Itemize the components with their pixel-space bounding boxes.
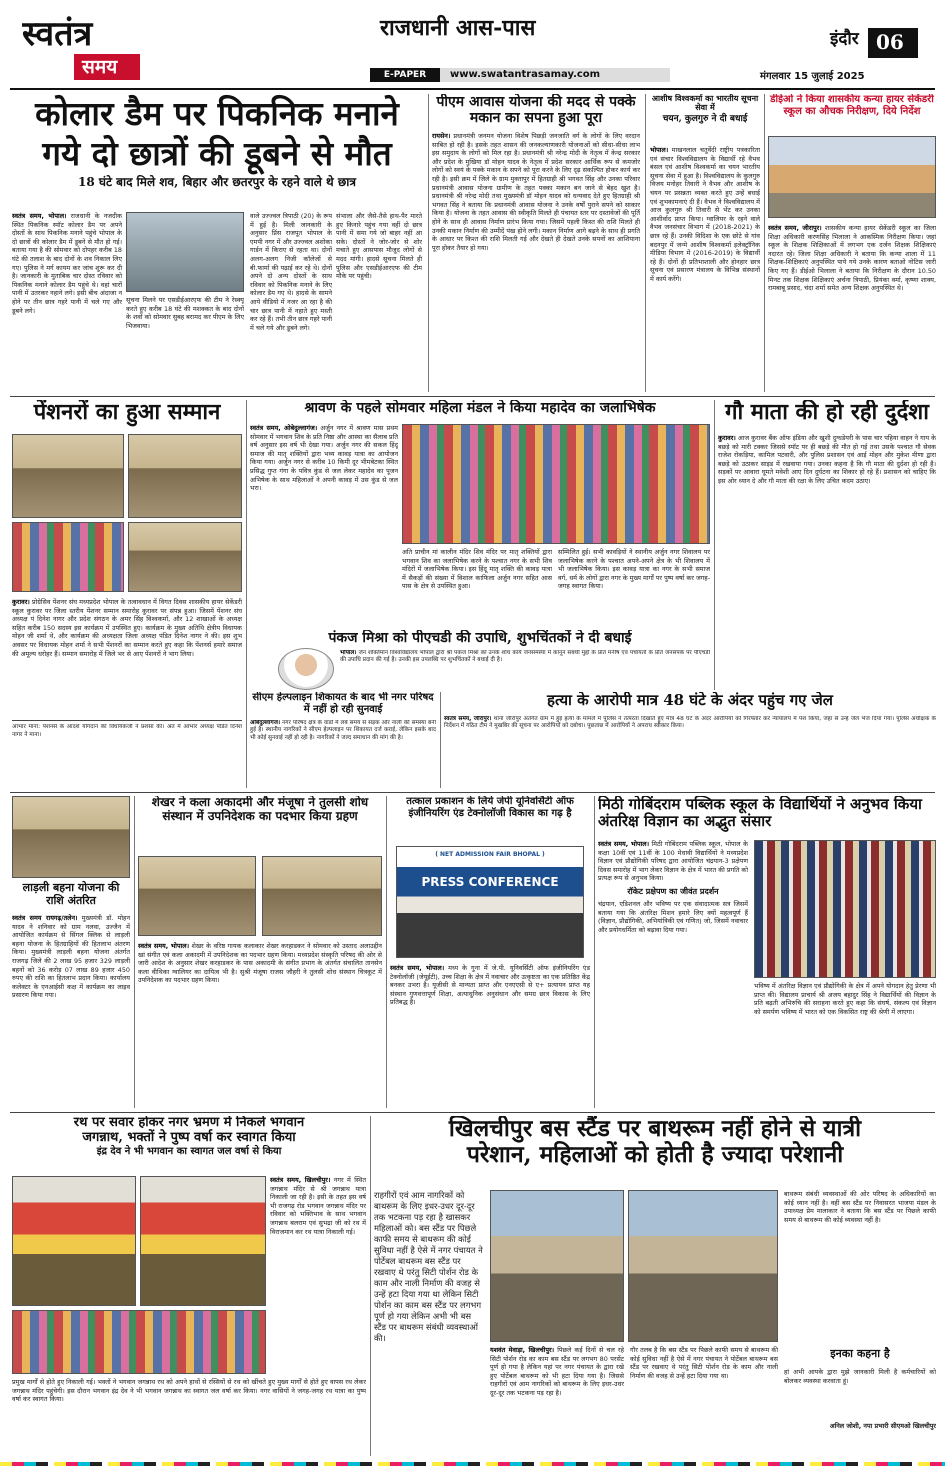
deo-headline: डीईओ ने किया शासकीय कन्या हायर सेकेंडरी स्कूल का औचक निरीक्षण, दिये निर्देश xyxy=(770,94,934,117)
kolar-byline: स्वतंत्र समय, भोपाल। xyxy=(12,212,67,220)
rath-body-bottom xyxy=(12,1378,366,1456)
kolar-dam-photo xyxy=(126,212,244,292)
phd-body xyxy=(340,650,710,690)
cm-helpline-byline: ओबेदुल्लागंज। xyxy=(250,720,281,726)
phd-text: जैन शक्तिमान विश्वविद्यालय भोपाल द्वारा श्री पंकज मिश्रा को उनके शोध कार्य जनसमस्या में कानून संबंधी मुद्दों के प्रति मनीष एवं पंचायतों के प्रति जनसंपर्क पर पीएचडी की उपाधि प्रदान की गई है। उनकी इस उपलब्धि पर शुभचिंतकों ने बधाई दी है। xyxy=(340,650,710,664)
kolar-body-col1 xyxy=(12,212,122,392)
shekhar-headline: शेखर ने कला अकादमी और मंजूषा ने तुलसी शोध संस्थान में उपनिदेशक का पदभार किया ग्रहण xyxy=(151,796,369,823)
article-cow xyxy=(718,400,936,690)
ashish-headline-2: चयन, कुलगुरु ने दी बधाई xyxy=(662,114,748,125)
city-name: इंदौर xyxy=(830,29,859,49)
juet-photo-top: ( NET ADMISSION FAIR BHOPAL ) xyxy=(435,851,545,858)
bus-text-c: बाथरूम संबंधी व्यवस्थाओं की ओर परिषद के अधिकारियों का कोई ध्यान नहीं है। वहीं बस स्टैंड पर निवासरत भाजपा मंडल के उपाध्यक्ष प्रेम मालाकार ने बताया कि बस स्टैंड पर पिछले काफी समय से बाथरूम की कोई व्यवस्था नहीं है। xyxy=(784,1190,936,1224)
logo-bottom-text: समय xyxy=(82,56,118,78)
article-shekhar xyxy=(138,796,382,1108)
shravan-text-b: अति प्राचीन मां कालीन मंदिर शिव मंदिर पर मातृ शक्तियों द्वारा भगवान शिव का जलाभिषेक करने के पश्चात नगर के सभी शिव मंदिरों में जलाभिषेक किया। इस हिंदू मातृ शक्ति की कावड़ यात्रा में सैकड़ों की संख्या में विशाल काफिला अर्जुन नगर सहित आस पास के क्षेत्र से उपस्थित हुआ। xyxy=(402,548,552,591)
ashish-body xyxy=(650,146,760,392)
rath-text: नगर में स्थित जगन्नाथ मंदिर से श्री जगन्नाथ यात्रा निकाली जा रही है। इसी के तहत इस वर्ष भी राजगढ़ रोड भगवान जगन्नाथ मंदिर पर रविवार को भक्तिभाव के साथ भगवान जगन्नाथ बलराम एवं सुभद्रा जी को रथ में विराजमान कर रथ यात्रा निकाली गई। xyxy=(270,1176,366,1236)
deo-body xyxy=(768,224,936,392)
inner-rule xyxy=(12,720,242,721)
kolar-headline-1: कोलार डैम पर पिकनिक मनाने xyxy=(35,94,399,133)
ladli-body xyxy=(12,914,130,1108)
pensioners-note-text: आभार माना: पेंशनर्स के आदर्श योगदान की विधायकजी ने प्रशंसा की। अंत में आभार अध्यक्ष पंडित दिनेश नागर ने माना। xyxy=(12,724,242,738)
rath-photo-3 xyxy=(12,1310,266,1374)
shravan-body-col1 xyxy=(250,424,398,628)
pensioners-photo-4 xyxy=(128,522,242,592)
page-number: 06 xyxy=(876,30,904,54)
rath-photo-1 xyxy=(12,1176,136,1306)
rath-body-col xyxy=(270,1176,366,1374)
article-ashish xyxy=(650,94,760,392)
bus-text: पिछले कई दिनों से चल रहे सिटी पोर्शन रोड का काम बस स्टैंड पर लगभग 80 परसेंट पूर्ण हो गया है लेकिन यहां पर नगर पंचायत के द्वारा रखे हुए पोर्टेबल बाथरूम को भी हटा दिया गया है। जिससे राहगीरों एवं आम नागरिकों को बाथरूम के लिए इधर-उधर दूर-दूर तक भटकना पड़ रहा है। xyxy=(490,1346,624,1397)
article-rath xyxy=(12,1116,366,1456)
logo[interactable] xyxy=(22,14,152,86)
shravan-photo xyxy=(402,424,710,544)
bus-headline-1: खिलचीपुर बस स्टैंड पर बाथरूम नहीं होने से यात्री xyxy=(448,1116,862,1142)
kolar-text-c: वाले उज्ज्वल त्रिपाठी (20) के रूप में हुई है। मिली जानकारी के अनुसार प्रिंस राजपूत भोपाल के एमपी नगर में और उज्ज्वल अशोका गार्डन में किराए से रहता था। दोनों अलग-अलग निजी कॉलेजों से बी.फार्मा की पढ़ाई कर रहे थे। दोनों अपने दो अन्य दोस्तों के साथ रविवार को पिकनिक मनाने के लिए कोलार डैम गए थे। हादसे के सामने आये वीडियो में नजर आ रहा है की चार छात्र पानी में नहाते हुए मस्ती कर रहे हैं। तभी तीन छात्र गहरे पानी में चले गये और डूबने लगे। xyxy=(250,212,332,332)
ladli-byline: स्वतंत्र समय रायगढ़/तलेन। xyxy=(12,914,78,922)
kolar-body-col4 xyxy=(336,212,422,392)
pm-awas-body xyxy=(432,132,640,392)
pensioners-photo-1 xyxy=(12,434,124,518)
bus-quote-title: इनका कहना है xyxy=(830,1347,890,1360)
article-juet xyxy=(390,796,590,1108)
pensioners-photo-2 xyxy=(128,434,242,518)
murder-body xyxy=(444,716,936,788)
bus-byline: यशवंत मेवाड़ा, खिलचीपुर। xyxy=(490,1346,555,1354)
bus-text-b: गौर तलब है कि बस स्टैंड पर पिछले काफी समय से बाथरूम की कोई सुविधा नहीं है ऐसे में नगर पंचायत ने पोर्टेबल बाथरूम बस स्टैंड पर रखवाए थे परंतु सिटी पोर्शन रोड के काम और नाली निर्माण की वजह से उन्हें हटा दिया गया था। xyxy=(630,1346,778,1380)
masthead xyxy=(0,0,945,95)
cow-byline: कुरावर। xyxy=(718,434,736,442)
mithi-photo xyxy=(754,840,936,978)
shravan-byline: स्वतंत्र समय, ओबेदुल्लागंज। xyxy=(250,424,318,432)
cow-headline: गौ माता की हो रही दुर्दशा xyxy=(725,400,929,425)
mithi-byline: स्वतंत्र समय, भोपाल। xyxy=(598,840,650,848)
pensioners-note xyxy=(12,724,242,788)
pm-awas-byline: रायसेन। xyxy=(432,132,451,140)
article-ladli xyxy=(12,796,130,1108)
phd-portrait xyxy=(278,648,334,690)
shravan-text-c: सम्मिलित हुई। सभी कावड़ियों ने स्थानीय अर्जुन नगर शिवालय पर जलाभिषेक करने के पश्चात अपने-अपने क्षेत्र के भी शिवालय में भी जलाभिषेक किया। इस कावड़ यात्रा का नगर के सभी समाज वर्ग, धर्म के लोगों द्वारा नगर के मुख्य मार्गों पर पुष्प वर्षा कर जगह-जगह स्वागत किया। xyxy=(558,548,710,591)
kolar-text-a: राजधानी के नजदीक स्थित पिकनिक स्पॉट कोलार डैम पर अपने दोस्तों के साथ पिकनिक मनाने पहुंचे भोपाल के दो छात्रों की कोलार डैम में डूबने से मौत हो गई। बताया गया है की सोमवार को दोपहर करीब 18 घंटे की तलाश के बाद दोनों के शव निकाल लिए गए। पुलिस ने मर्ग कायम कर जांच शुरू कर दी है। जानकारी के मुताबिक चार दोस्त रविवार को पिकनिक मनाने कोलार डैम पहुंचे थे। वहां चारों पानी में उतरकर नहाने लगे। इसी बीच अंदाजा न होने पर तीन छात्र गहरे पानी में चले गए और डूबने लगे। xyxy=(12,212,122,315)
ashish-text: माखनलाल चतुर्वेदी राष्ट्रीय पत्रकारिता एवं संचार विश्वविद्यालय के विद्यार्थी रहे वैभव बंसल एवं आशीष विश्वकर्मा का चयन भारतीय सूचना सेवा में हुआ है। विश्वविद्यालय के कुलगुरु विजय मनोहर तिवारी ने वैभव और आशीष के चयन पर प्रसन्नता व्यक्त करते हुए उन्हें बधाई एवं शुभकामनाएं दी हैं। वैभव ने विश्वविद्यालय में आज कुलगुरु श्री तिवारी से भेंट कर उनका आशीर्वाद प्राप्त किया। ग्वालियर के रहने वाले वैभव जनसंचार विभाग में (2018-2021) के छात्र रहे हैं। उनकी विदिशा के एक छोटे से गांव बदनपुर में जन्मे आशीष विश्वकर्मा इलेक्ट्रॉनिक मीडिया विभाग में (2016-2019) के विद्यार्थी रहे हैं। दोनों ही प्रतिभाशाली और होनहार छात्र सूचना एवं प्रसारण मंत्रालय के विभिन्न संस्थानों में कार्य करेंगे। xyxy=(650,146,760,283)
kolar-text-b: सूचना मिलने पर एसडीईआरएफ की टीम ने रेस्क्यू करते हुए करीब 18 घंटे की मशक्कत के बाद दोनों के शवों को सोमवार सुबह बरामद कर पीएम के लिए भिजवाया। xyxy=(126,296,244,330)
shravan-body-col2 xyxy=(402,548,552,628)
shravan-text: अर्जुन नगर में श्रावण मास प्रथम सोमवार में भगवान शिव के प्रति निष्ठा और आस्था का सैलाब प्रति वर्ष अनुसार इस वर्ष भी देखा गया। अर्जुन नगर की सकल हिंदू समाज की मातृ शक्तियों द्वारा भव्य कावड़ यात्रा का आयोजन किया गया। अर्जुन नगर से करीब 10 किमी दूर भीमबेटका स्थित प्रसिद्ध गुप्त गंगा के पवित्र कुंड से जल लेकर महादेव का पूजन अभिषेक के साथ महिलाओं ने अपनी कावड़ में उस कुंड से जल भरा। xyxy=(250,424,398,493)
ladli-photo xyxy=(12,796,130,878)
mithi-body-col1 xyxy=(598,840,748,1108)
pensioners-headline: पेंशनरों का हुआ सम्मान xyxy=(33,400,221,425)
murder-headline: हत्या के आरोपी मात्र 48 घंटे के अंदर पहुंच गए जेल xyxy=(547,692,833,709)
printer-color-bar xyxy=(0,1462,945,1466)
rath-photo-2 xyxy=(140,1176,266,1306)
cm-helpline-headline: सीएम हेल्पलाइन शिकायत के बाद भी नगर परिषद में नहीं हो रही सुनवाई xyxy=(252,692,434,715)
pensioners-text: प्रोग्रेसिव पेंशनर संघ मध्यप्रदेश भोपाल के तत्वावधान में विगत दिवस शासकीय हायर सेकेंडरी स्कूल कुरावर पर जिला स्तरीय पेंशनर सम्मान समारोह कुरावर पर संपन्न हुआ। जिसमें पेंशनर संघ अध्यक्ष पं दिनेश नागर और प्रदेश संगठन के अमर सिंह विश्वकर्मा, और 12 शाखाओं के अध्यक्ष सहित करीब 150 सदस्य इस कार्यक्रम में उपस्थित हुए। कार्यक्रम के मुख्य अतिथि क्षेत्रीय विधायक मोहन जी शर्मा थे, और कार्यक्रम की अध्यक्षता जिला अध्यक्ष पंडित दिनेश नागर ने की। इस शुभ अवसर पर विधायक मोहन शर्मा ने सभी पेंशनरों का सम्मान करते हुए कहा कि पेंशनर्स हमारे समाज की अमूल्य धरोहर हैं। सम्मान समारोह में जिले भर से आए पेंशनरों ने भाग लिया। xyxy=(12,598,242,658)
ladli-text: मुख्यमंत्री डॉ. मोहन यादव ने शनिवार को ग्राम नलवा, उज्जैन में आयोजित कार्यक्रम से सिंगल क्लिक से लाड़ली बहना योजना के हितग्राहियों की हितलाभ अंतरण किया। मुख्यमंत्री लाड़ली बहना योजना अंतर्गत राजगढ़ जिले की 2 लाख 95 हजार 329 लाड़ली बहनों को 36 करोड़ 07 लाख 89 हजार 450 रुपए की राशि का हितलाभ प्रदान किया। कार्यालय कलेक्टर के एनआईसी कक्ष में कार्यक्रम का लाइव प्रसारण किया गया। xyxy=(12,914,130,1000)
juet-text: मध्य के गुना में जे.पी. यूनिवर्सिटी ऑफ इंजीनियरिंग एंड टेक्नोलॉजी (जेयूईटी), उच्च शिक्षा के क्षेत्र में नवाचार और उत्कृष्टता का एक प्रतिष्ठित केंद्र बनकर उभरा है। यूजीसी से मान्यता प्राप्त और एनएएसी से ए+ प्रत्यायन प्राप्त यह संस्थान गुणवत्तापूर्ण शिक्षा, अत्याधुनिक अनुसंधान और समग्र छात्र विकास के लिए प्रतिबद्ध है। xyxy=(390,964,590,1007)
article-pm-awas xyxy=(432,94,640,392)
juet-photo xyxy=(396,846,584,958)
rath-headline-1: रथ पर सवार होकर नगर भ्रमण में निकले भगवान xyxy=(73,1116,305,1130)
article-kolar-dam xyxy=(12,94,422,392)
bus-side-quote xyxy=(374,1190,484,1370)
shravan-headline: श्रावण के पहले सोमवार महिला मंडल ने किया महादेव का जलाभिषेक xyxy=(304,400,656,416)
article-pensioners xyxy=(12,400,242,788)
mithi-text-c: भविष्य में अंतरिक्ष विज्ञान एवं प्रौद्योगिकी के क्षेत्र में अपने योगदान हेतु प्रेरणा भी प्राप्त की। विद्यालय प्राचार्य श्री अजय बहादुर सिंह ने विद्यार्थियों की विज्ञान के प्रति बढ़ती अभिरुचि की सराहना करते हुए कहा कि संघर्ष, संकल्प एवं विज्ञान को समर्पण भविष्य में भारत को एक विकसित राष्ट्र की श्रेणी में लाएगा। xyxy=(754,982,936,1016)
mithi-headline: मिठी गोबिंदराम पब्लिक स्कूल के विद्यार्थियों ने अनुभव किया अंतरिक्ष विज्ञान का अद्भुत संसार xyxy=(598,796,922,831)
shekhar-photo-2 xyxy=(262,856,382,936)
kolar-body-col2 xyxy=(126,296,244,392)
article-murder xyxy=(444,692,936,788)
cm-helpline-body xyxy=(250,720,436,788)
deo-text: शासकीय कन्या हायर सेकेंडरी स्कूल का जिला शिक्षा अधिकारी करणसिंह भिलाला ने आकस्मिक निरीक्षण किया। जहां स्कूल के शिक्षक शिक्षिकाओं में लगभग एक दर्जन शिक्षक शिक्षिकाएं नदारत रहे। जिला शिक्षा अधिकारी ने बताया कि कन्या शाला में 11 शिक्षक-शिक्षिकाएं अनुपस्थित पाये गये उनके कारण बताओ नोटिस जारी किए गए हैं। डीईओ भिलाला ने बताया कि निरीक्षण के दौरान 10.50 मिनट तक शिक्षक शिक्षिकाएं अर्चना त्रिपाठी, प्रियंका वर्मा, कृष्णा शाक्य, रामबाबू प्रसाद, चंदा शर्मा समेत अन्य शिक्षक अनुपस्थित थे। xyxy=(768,224,936,293)
article-deo xyxy=(768,94,936,392)
shekhar-text: शेखर के वरिष्ठ गायक कलाकार शेखर करहाडकर ने सोमवार को उस्ताद अलाउद्दीन खां संगीत एवं कला अकादमी में उपनिदेशक का पदभार ग्रहण किया। मध्यप्रदेश संस्कृति परिषद की ओर से जारी आदेश के अनुसार शेखर करहाडकर के पास अकादमी के संगीत प्रभाग के अंतर्गत संचालित तानसेन कला वीथिका ग्वालियर का दायित्व भी है। सुश्री मंजूषा राजस जौहरी ने तुलसी शोध संस्थान चित्रकूट में उपनिदेशक का पदभार ग्रहण किया। xyxy=(138,942,382,985)
bus-headline-2: परेशान, महिलाओं को होती है ज्यादा परेशानी xyxy=(466,1141,844,1169)
article-mithi xyxy=(598,796,936,1108)
juet-byline: स्वतंत्र समय, भोपाल। xyxy=(390,964,445,972)
phd-headline: पंकज मिश्रा को पीएचडी की उपाधि, शुभचिंतकों ने दी बधाई xyxy=(328,630,632,646)
kolar-headline-2: गये दो छात्रों की डूबने से मौत xyxy=(42,134,392,173)
article-cm-helpline xyxy=(250,692,436,788)
masthead-rule xyxy=(10,88,935,90)
column-rule xyxy=(440,692,441,788)
murder-text: थाना जीरापुर अंतर्गत ग्राम में हुई हत्या के मामले में पुलिस ने तत्परता दिखाते हुए मात्र 48 घंटे के अंदर आरोपियों को गिरफ्तार कर न्यायालय में पेश किया, जहां से उन्हें जेल भेज दिया गया। पुलिस अधीक्षक के निर्देशन में गठित टीम ने मुखबिर की सूचना पर आरोपियों को दबोचा। पूछताछ में आरोपियों ने अपराध स्वीकार किया। xyxy=(444,716,936,730)
bus-body-col1 xyxy=(490,1346,624,1456)
phd-byline: भोपाल। xyxy=(340,650,357,656)
ashish-byline: भोपाल। xyxy=(650,146,669,154)
bus-quote-body xyxy=(784,1368,936,1418)
bus-quote-text: हां अभी आपके द्वारा मुझे जानकारी मिली है कर्मचारियों को बोलकर व्यवस्था करवाता हूं। xyxy=(784,1368,936,1385)
bus-quote-sign xyxy=(784,1422,936,1456)
cow-text: आज कुरावर बैंक ऑफ इंडिया और खुशी दुग्धडेयरी के पास चार पहिया वाहन ने गाय के बछड़े को मारी टक्कर जिससे स्पॉट पर ही बछड़े की मौत हो गई तथा उसके पश्चात गौ सेवक राजेश रोकड़िया, कामिल पटवारी, और पुलिस प्रशासन एवं आई मोहन और मुकेश मीणा द्वारा बछड़े को उठाकर साइड में रखवाया गया। उनका कहना है कि गौ माता की दुर्दशा हो रही है। सड़कों पर आवारा घूमते मवेशी आए दिन दुर्घटना का शिकार हो रहे हैं। प्रशासन को चाहिए कि इस ओर ध्यान दे और गौ माता की रक्षा के लिए उचित कदम उठाए। xyxy=(718,434,936,485)
column-rule xyxy=(386,796,387,1108)
mithi-subhead: रॉकेट प्रक्षेपण का जीवंत प्रदर्शन xyxy=(627,885,719,896)
mithi-body-col2 xyxy=(754,982,936,1108)
shekhar-body xyxy=(138,942,382,1108)
ashish-headline-1: आशीष विश्वकर्मा का भारतीय सूचना सेवा में xyxy=(651,94,759,113)
bus-body-col3 xyxy=(784,1190,936,1342)
column-rule xyxy=(594,796,595,1108)
deo-byline: स्वतंत्र समय, जीरापुर। xyxy=(768,224,822,232)
rath-headline-2: जगन्नाथ, भक्तों ने पुष्प वर्षा कर स्वागत किया xyxy=(82,1129,296,1145)
shekhar-byline: स्वतंत्र समय, भोपाल। xyxy=(138,942,189,950)
column-rule xyxy=(246,400,247,788)
column-rule xyxy=(428,94,429,392)
row-rule xyxy=(10,792,935,793)
logo-top-text: स्वतंत्र xyxy=(22,14,93,54)
row-rule xyxy=(10,396,935,397)
row-rule xyxy=(10,1112,935,1113)
juet-photo-banner: PRESS CONFERENCE xyxy=(421,875,559,889)
pensioners-body xyxy=(12,598,242,716)
column-rule xyxy=(134,796,135,1108)
article-bus-stand xyxy=(374,1116,936,1456)
bus-quote-sign-text: अनिल जोशी, नपा प्रभारी सीएमओ खिलचीपुर xyxy=(829,1422,936,1430)
cm-helpline-text: नगर परिषद क्षेत्र के वार्डों में लंबे समय से सड़क और नाली की समस्या बनी हुई है। स्थानीय नागरिकों ने सीएम हेल्पलाइन पर शिकायत दर्ज कराई, लेकिन इसके बाद भी कोई सुनवाई नहीं हो रही है। नागरिकों ने जल्द समाधान की मांग की है। xyxy=(250,720,436,741)
kolar-body-col3 xyxy=(250,212,332,392)
juet-headline: तत्काल प्रकाशन के लिये जेपी यूनिवर्सिटी ऑफ इंजीनियरिंग एंड टेक्नोलॉजी विकास का गढ़ है xyxy=(406,796,574,819)
rath-byline: स्वतंत्र समय, खिलचीपुर। xyxy=(270,1176,331,1184)
article-phd xyxy=(250,630,710,690)
shekhar-photo-1 xyxy=(138,856,256,936)
rath-subhead: इंद्र देव ने भी भगवान का स्वागत जल वर्षा से किया xyxy=(96,1145,282,1157)
school-photo xyxy=(768,136,936,218)
article-shravan xyxy=(250,400,710,628)
rath-text-b: प्रमुख मार्गों से होते हुए निकाली गई। भक्तों ने भगवान जगन्नाथ रथ को अपने हाथों से रस्सियों से रथ को खींचते हुए मुख्य मार्गों से होते हुए वापस रथ लेकर जगन्नाथ मंदिर पहुंचेगी। इस दौरान भगवान इंद्र देव ने भी भगवान जगन्नाथ का स्वागत जल वर्षा कर किया। नगर वासियों ने जगह-जगह रथ यात्रा का पुष्प वर्षा कर स्वागत किया। xyxy=(12,1378,366,1404)
pm-awas-text: प्रधानमंत्री जनमन योजना विशेष पिछड़ी जनजाति वर्ग के लोगों के लिए वरदान साबित हो रही है। इसके तहत शासन की जनकल्याणकारी योजनाओं को सीधा-सीधा लाभ इस समुदाय के लोगों को मिल रहा है। प्रधानमंत्री श्री नरेन्द्र मोदी के नेतृत्व में केन्द्र सरकार और प्रदेश के मुखिया डॉ मोहन यादव के नेतृत्व में प्रदेश सरकार आर्थिक रूप से कमजोर लोगों को स्वयं के पक्के मकान के सपने को पूरा करने के लिए दृढ़ संकल्पित होकर कार्य कर रही है। इसी क्रम में जिले के ग्राम मुक्तापुर में हितग्राही श्री भगवत सिंह और उनका परिवार प्रधानमंत्री आवास योजना ग्रामीण के तहत पक्का मकान बन जाने से बेहद खुश है। प्रधानमंत्री श्री नरेन्द्र मोदी तथा मुख्यमंत्री डॉ मोहन यादव को धन्यवाद देते हुए हितग्राही श्री भगवत सिंह ने बताया कि प्रधानमंत्री आवास योजना ने उनके वर्षों पुराने सपने को साकार किया है। योजना के तहत आवास की स्वीकृति मिलते ही पंचायत स्तर पर दस्तावेजों की पूर्ति होने के साथ ही आवास निर्माण प्रारंभ किया गया। जिसमें पहली किस्त की राशि मिलते ही उनकी मकान निर्माण की उम्मीदें पंख होने लगी। मकान निर्माण आगे बढ़ने के साथ ही प्रगति के आधार पर किश्त की राशि मिलती गई और देखते ही देखते उनके सपनों का आशियाना पूरा होकर तैयार हो गया। xyxy=(432,132,640,252)
website-link[interactable]: www.swatantrasamay.com xyxy=(450,69,601,80)
pensioners-photo-3 xyxy=(12,522,124,592)
kolar-subhead: 18 घंटे बाद मिले शव, बिहार और छतरपुर के रहने वाले थे छात्र xyxy=(77,175,357,189)
pensioners-byline: कुरावर। xyxy=(12,598,30,606)
column-rule xyxy=(764,94,765,392)
column-rule xyxy=(714,400,715,690)
bus-side-quote-text: राहगीरों एवं आम नागरिकों को बाथरूम के लिए इधर-उधर दूर-दूर तक भटकना पड़ रहा है खासकर महिलाओं को। बस स्टैंड पर पिछले काफी समय से बाथरूम की कोई सुविधा नहीं है ऐसे में नगर पंचायत ने पोर्टेबल बाथरूम बस स्टैंड पर रखवाए थे परंतु सिटी पोर्शन रोड के काम और नाली निर्माण की वजह से उन्हें हटा दिया गया था लेकिन सिटी पोर्शन का काम बस स्टैंड पर लगभग पूर्ण हो गया लेकिन अभी भी बस स्टैंड पर बाथरूम संबंधी व्यवस्थाओं की। xyxy=(374,1190,483,1343)
cow-body xyxy=(718,434,936,690)
murder-byline: स्वतंत्र समय, जीरापुर। xyxy=(444,716,492,722)
epaper-label[interactable]: E-PAPER xyxy=(370,68,440,82)
ladli-headline: लाड़ली बहना योजना की राशि अंतरित xyxy=(22,881,120,907)
section-title: राजधानी आस-पास xyxy=(380,15,536,41)
mithi-text-b: चंद्रयान, एडिशनल और भविष्य पर एक संवादात्मक सत्र जिसमें बताया गया कि अंतरिक्ष मिशन हमारे लिए क्यों महत्वपूर्ण हैं (विज्ञान, प्रौद्योगिकी, अभियांत्रिकी एवं गणित) जो, जिसमें नवाचार और प्रयोगधर्मिता को बढ़ावा दिया गया। xyxy=(598,900,748,934)
bus-photo-2 xyxy=(628,1190,778,1342)
mithi-text: मिठी गोबिंदराम पब्लिक स्कूल, भोपाल के कक्षा 10वीं एवं 11वीं के 100 मेधावी विद्यार्थियों ने मध्यप्रदेश विज्ञान एवं प्रौद्योगिकी परिषद द्वारा आयोजित चंद्रयान-3 प्रक्षेपण दिवस समारोह में भाग लेकर विज्ञान के क्षेत्र में भारत की प्रगति को प्रत्यक्ष रूप से अनुभव किया। xyxy=(598,840,748,883)
bus-photo-1 xyxy=(490,1190,624,1342)
bus-body-col2 xyxy=(630,1346,778,1456)
column-rule xyxy=(645,94,646,392)
column-rule xyxy=(370,1116,371,1456)
issue-date: मंगलवार 15 जुलाई 2025 xyxy=(760,71,865,82)
shravan-body-col3 xyxy=(558,548,710,628)
juet-body xyxy=(390,964,590,1108)
kolar-text-d: संभाला और जैसे-तैसे हाथ-पैर मारते हुए किनारे पहुंच गया वहीं दो छात्र पानी में समा गये जो बाहर नहीं आ सके। दोस्तों ने जोर-जोर से शोर मचाते हुए आसपास मौजूद लोगों से मदद मांगी। हादसे सूचना मिलते ही पुलिस और एसडीईआरएफ की टीम मौके पर पहुंची। xyxy=(336,212,422,281)
pm-awas-headline: पीएम आवास योजना की मदद से पक्के मकान का सपना हुआ पूरा xyxy=(436,94,636,127)
